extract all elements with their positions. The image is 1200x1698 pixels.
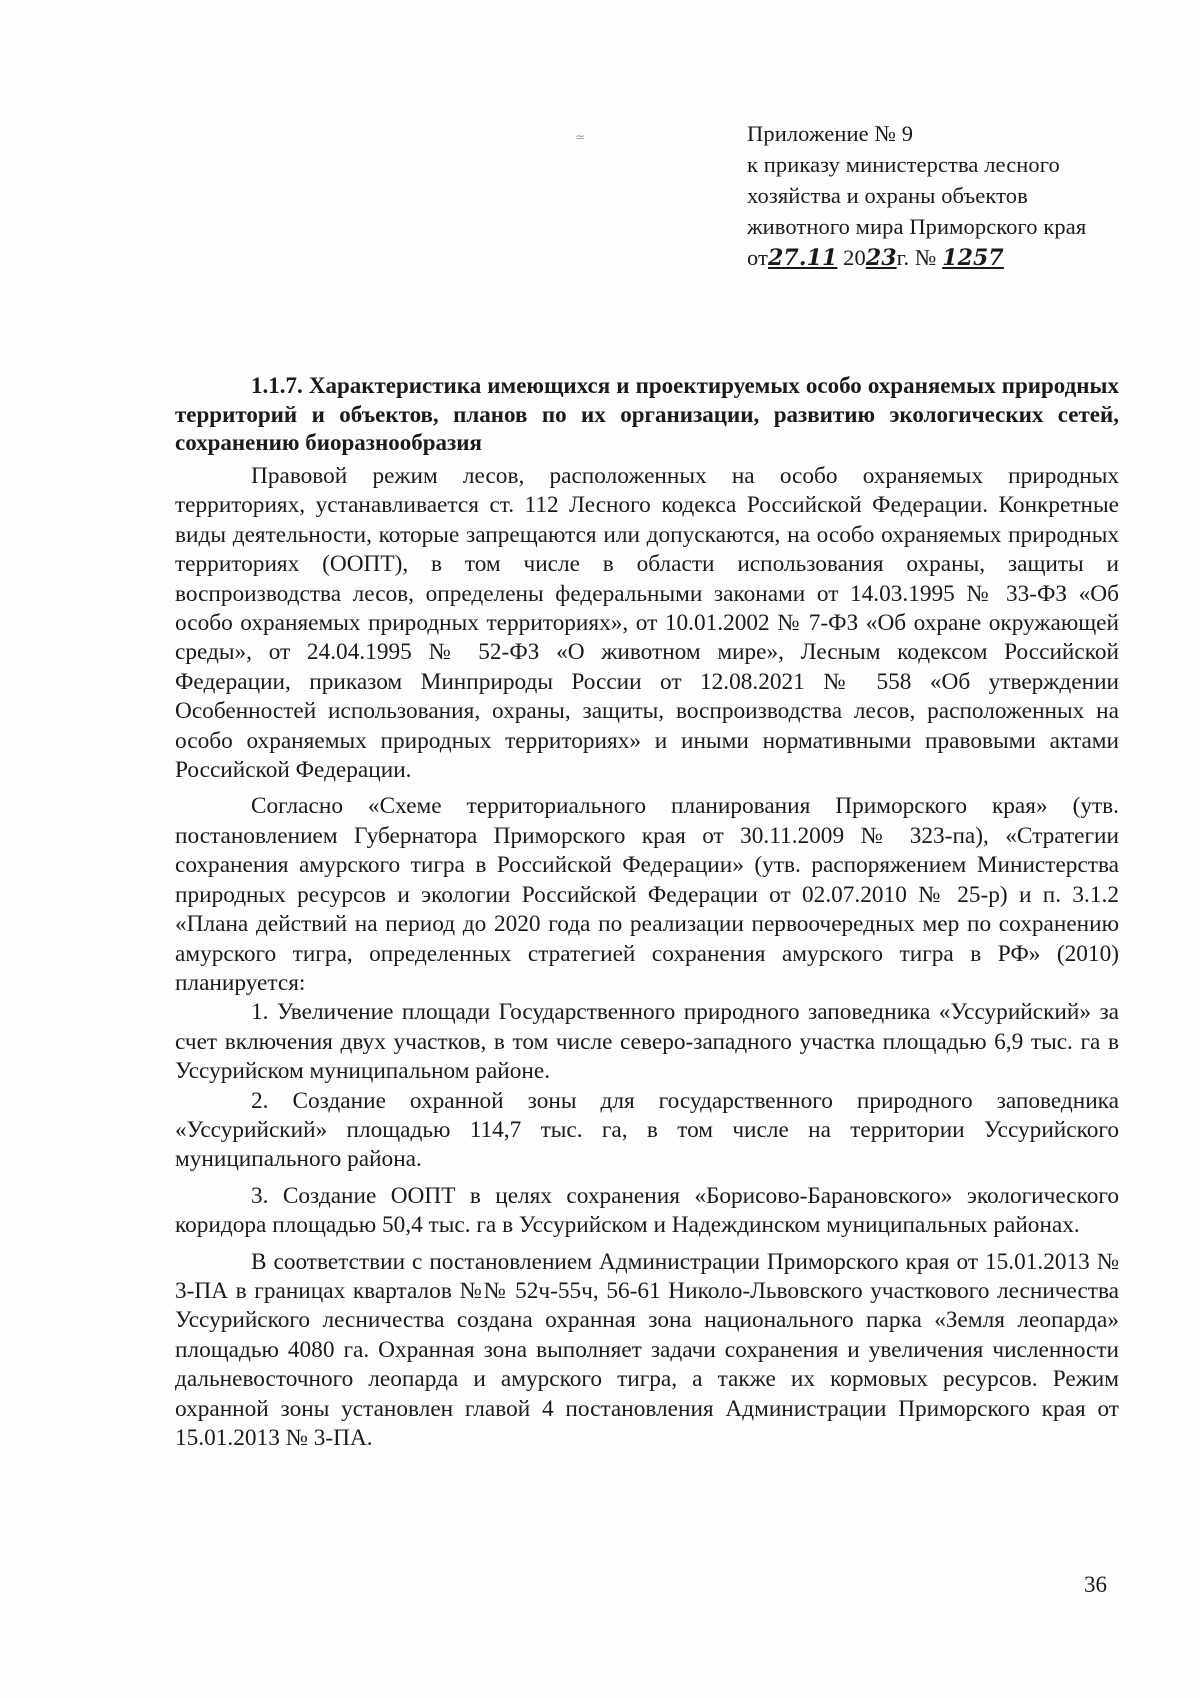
- annex-date-line: [747, 242, 1167, 274]
- paragraph-planning-basis: Согласно «Схеме территориального планирования Приморского края» (утв. постановлением Губернатора Приморского края от 30.11.2009 № 323-па), «Стратегии сохранения амурского тигра в Российской Федерации» (утв. распоряжением Министерства природных ресурсов и экологии Российской Федерации от 02.07.2010 № 25-р) и п. 3.1.2 «Плана действий на период до 2020 года по реализации первоочередных мер по сохранению амурского тигра, определенных стратегией сохранения амурского тигра в РФ» (2010) планируется:: [175, 793, 1119, 996]
- annex-number-prefix: г. №: [896, 245, 937, 270]
- annex-header: [747, 118, 1167, 274]
- scan-artifact-mark: ≃: [575, 130, 586, 144]
- annex-date-prefix: от: [747, 245, 768, 270]
- list-item-ecological-corridor: 3. Создание ООПТ в целях сохранения «Борисово-Барановского» экологического коридора площадью 50,4 тыс. га в Уссурийском и Надеждинском муниципальных районах.: [175, 1182, 1119, 1239]
- body-text: [175, 462, 1119, 1453]
- annex-order-ref: к приказу министерства лесного: [747, 152, 1060, 177]
- section-title: 1.1.7. Характеристика имеющихся и проектируемых особо охраняемых природных территорий и объектов, планов по их организации, развитию экологических сетей, сохранению биоразнообразия: [175, 373, 1119, 455]
- handwritten-order-number: 1257: [942, 245, 1004, 271]
- annex-region-line: животного мира Приморского края: [747, 214, 1087, 239]
- paragraph-leopard-land-zone: В соответствии с постановлением Администрации Приморского края от 15.01.2013 № 3-ПА в границах кварталов №№ 52ч-55ч, 56-61 Николо-Львовского участкового лесничества Уссурийского лесничества создана охранная зона национального парка «Земля леопарда» площадью 4080 га. Охранная зона выполняет задачи сохранения и увеличения численности дальневосточного леопарда и амурского тигра, а также их кормовых ресурсов. Режим охранной зоны установлен главой 4 постановления Администрации Приморского края от 15.01.2013 № 3-ПА.: [175, 1248, 1119, 1451]
- annex-ministry-line: хозяйства и охраны объектов: [747, 183, 1028, 208]
- annex-title: Приложение № 9: [747, 121, 914, 146]
- list-item-reserve-expansion: 1. Увеличение площади Государственного природного заповедника «Уссурийский» за счет включения двух участков, в том числе северо-западного участка площадью 6,9 тыс. га в Уссурийском муниципальном районе.: [175, 999, 1119, 1085]
- handwritten-year: 23: [865, 245, 897, 271]
- list-item-protection-zone: 2. Создание охранной зоны для государственного природного заповедника «Уссурийский» площадью 114,7 тыс. га, в том числе на территории Уссурийского муниципального района.: [175, 1087, 1119, 1173]
- paragraph-legal-regime: Правовой режим лесов, расположенных на особо охраняемых природных территориях, устанавливается ст. 112 Лесного кодекса Российской Федерации. Конкретные виды деятельности, которые запрещаются или допускаются, на особо охраняемых природных территориях (ООПТ), в том числе в области использования охраны, защиты и воспроизводства лесов, определены федеральными законами от 14.03.1995 № 33-ФЗ «Об особо охраняемых природных территориях», от 10.01.2002 № 7-ФЗ «Об охране окружающей среды», от 24.04.1995 № 52-ФЗ «О животном мире», Лесным кодексом Российской Федерации, приказом Минприроды России от 12.08.2021 № 558 «Об утверждении Особенностей использования, охраны, защиты, воспроизводства лесов, расположенных на особо охраняемых природных территориях» и иными нормативными правовыми актами Российской Федерации.: [175, 463, 1119, 784]
- annex-year-prefix: 20: [843, 245, 866, 270]
- handwritten-date: 27.11: [768, 245, 838, 271]
- page-number: 36: [1084, 1572, 1107, 1597]
